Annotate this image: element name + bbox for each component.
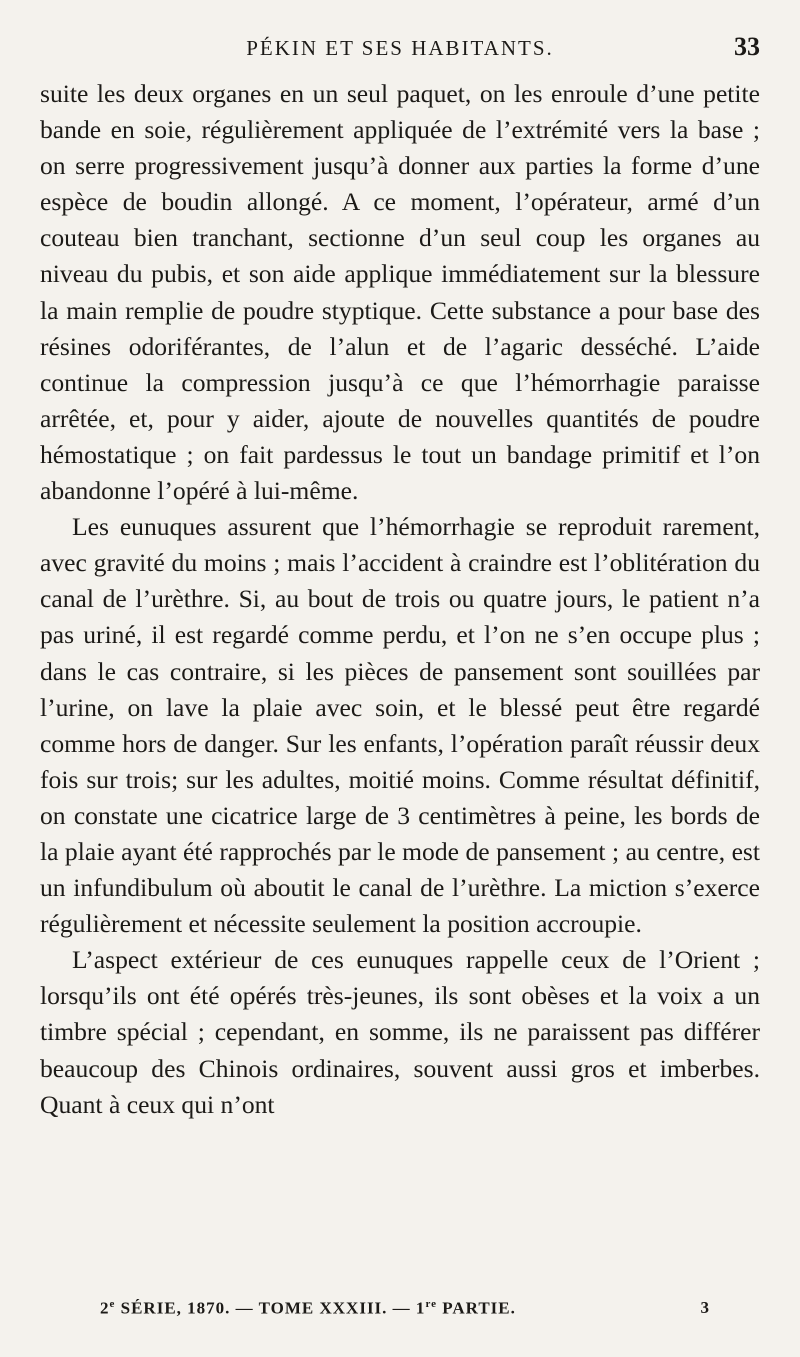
paragraph-2: Les eunuques assurent que l’hémorrhagie se reproduit rarement, avec gravité du moins ; mais l’accident à craindre est l’oblitération du canal de l’urèthre. Si, au bout de trois ou quatre jours, le patient n’a pas uriné, il est regardé comme perdu, et l’on ne s’en occupe plus ; dans le cas contraire, si les pièces de pansement sont souillées par l’urine, on lave la plaie avec soin, et le blessé peut être regardé comme hors de danger. Sur les enfants, l’opération paraît réussir deux fois sur trois; sur les adultes, moitié moins. Comme résultat définitif, on constate une cicatrice large de 3 centimètres à peine, les bords de la plaie ayant été rapprochés par le mode de pansement ; au centre, est un infundibulum où aboutit le canal de l’urèthre. La miction s’exerce régulièrement et nécessite seulement la position accroupie. <box>40 512 760 939</box>
running-head <box>40 28 760 72</box>
page-number: 33 <box>734 32 760 61</box>
series-info: 2e SÉRIE, 1870. — TOME XXXIII. — 1re PARTIE. <box>100 1298 516 1318</box>
signature-line <box>100 1298 710 1319</box>
paragraph-1: suite les deux organes en un seul paquet, on les enroule d’une petite bande en soie, régulièrement appliquée de l’extrémité vers la base ; on serre progressivement jusqu’à donner aux parties la forme d’une espèce de boudin allongé. A ce moment, l’opérateur, armé d’un couteau bien tranchant, sectionne d’un seul coup les organes au niveau du pubis, et son aide applique immédiatement sur la blessure la main remplie de poudre styptique. Cette substance a pour base des résines odoriférantes, de l’alun et de l’agaric desséché. L’aide continue la compression jusqu’à ce que l’hémorrhagie paraisse arrêtée, et, pour y aider, ajoute de nouvelles quantités de poudre hémostatique ; on fait pardessus le tout un bandage primitif et l’on abandonne l’opéré à lui-même. <box>40 79 760 506</box>
body-text <box>40 76 760 1123</box>
signature-mark: 3 <box>700 1298 710 1317</box>
paragraph-3: L’aspect extérieur de ces eunuques rappelle ceux de l’Orient ; lorsqu’ils ont été opérés très-jeunes, ils sont obèses et la voix a un timbre spécial ; cependant, en somme, ils ne paraissent pas différer beaucoup des Chinois ordinaires, souvent aussi gros et imberbes. Quant à ceux qui n’ont <box>40 945 760 1119</box>
running-title: PÉKIN ET SES HABITANTS. <box>246 36 554 60</box>
